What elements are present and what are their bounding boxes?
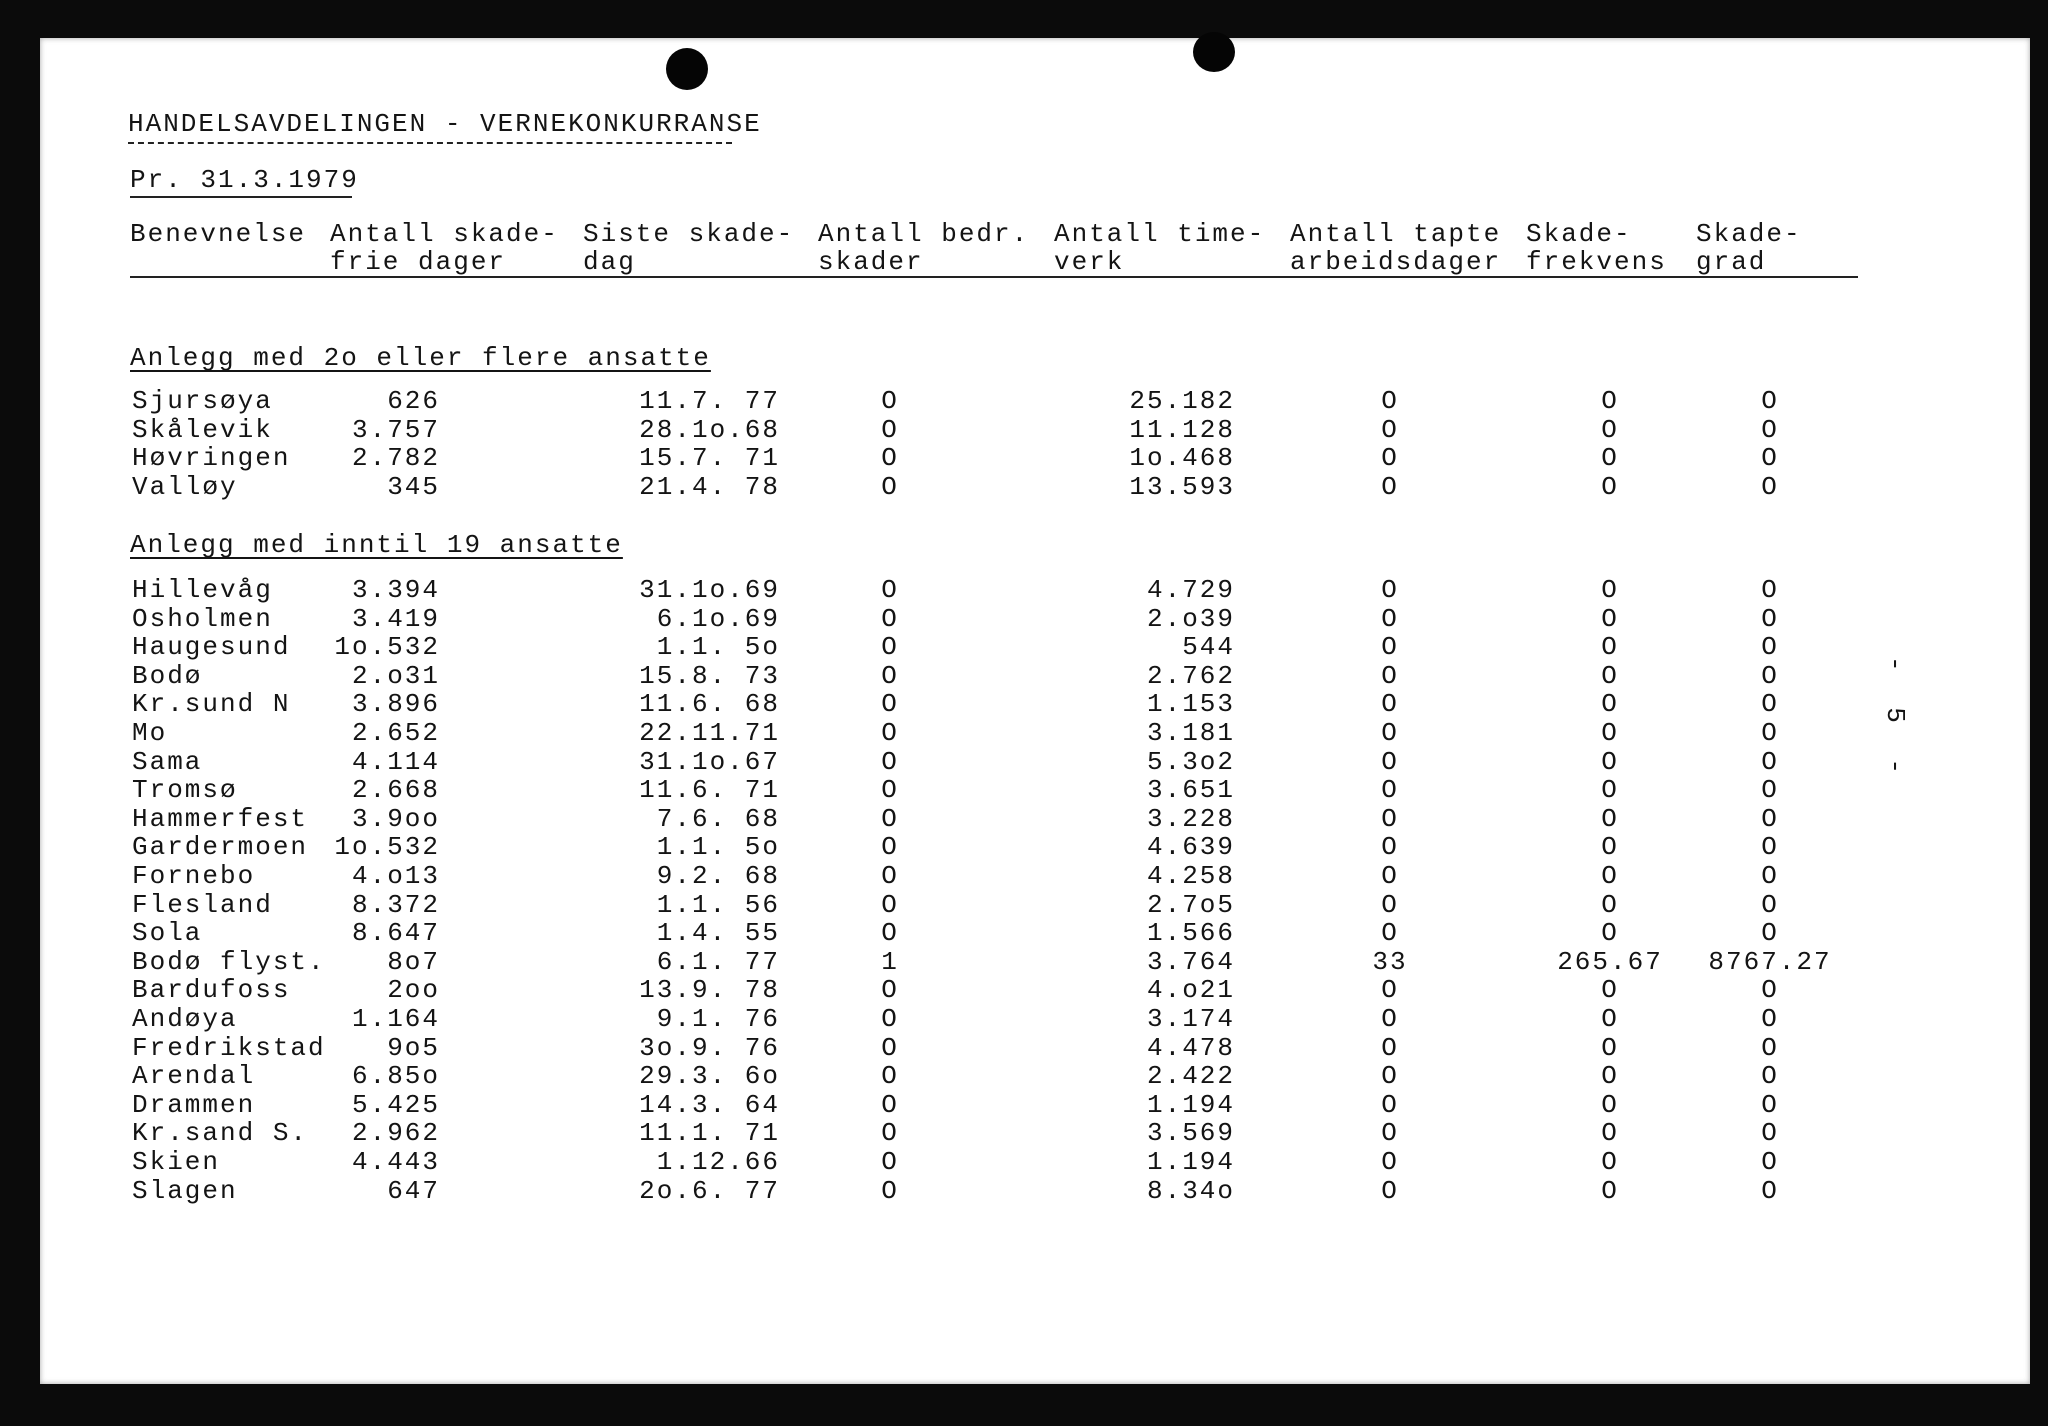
date-line: Pr. 31.3.1979 bbox=[130, 165, 359, 195]
table-row bbox=[40, 662, 2030, 690]
table-row bbox=[40, 444, 2030, 472]
table-cell: 8767.27 bbox=[1708, 946, 1832, 977]
document-page bbox=[40, 38, 2030, 1384]
table-cell: 15.7. 71 bbox=[639, 443, 780, 474]
table-cell: O bbox=[1601, 575, 1619, 605]
table-cell: 8.34o bbox=[1146, 1175, 1235, 1206]
table-cell: Bardufoss bbox=[132, 975, 291, 1006]
table-cell: O bbox=[1381, 1032, 1399, 1063]
table-cell: O bbox=[1381, 575, 1399, 605]
table-cell: 3.651 bbox=[1146, 775, 1235, 806]
table-cell: 345 bbox=[387, 471, 440, 502]
table-cell: 8o7 bbox=[387, 946, 440, 977]
table-cell: O bbox=[881, 660, 899, 691]
table-cell: O bbox=[1761, 975, 1779, 1006]
table-cell: O bbox=[881, 775, 899, 806]
table-cell: O bbox=[1381, 1147, 1399, 1177]
table-cell: O bbox=[881, 803, 899, 834]
table-cell: O bbox=[881, 689, 899, 720]
table-cell: O bbox=[1381, 1089, 1399, 1120]
table-cell: O bbox=[881, 575, 899, 605]
table-cell: O bbox=[881, 718, 899, 748]
table-cell: O bbox=[1761, 603, 1779, 634]
table-cell: 3.757 bbox=[351, 414, 440, 445]
table-cell: 29.3. 6o bbox=[639, 1061, 780, 1092]
table-cell: O bbox=[1761, 889, 1779, 920]
table-cell: O bbox=[1381, 975, 1399, 1006]
table-cell: 4.443 bbox=[351, 1147, 440, 1177]
table-cell: O bbox=[1381, 1061, 1399, 1092]
table-cell: 1.194 bbox=[1146, 1147, 1235, 1177]
table-row bbox=[40, 576, 2030, 604]
table-cell: O bbox=[1601, 861, 1619, 891]
table-cell: 31.1o.67 bbox=[639, 746, 780, 777]
table-cell: O bbox=[1761, 803, 1779, 834]
table-cell: 2.782 bbox=[351, 443, 440, 474]
table-cell: 1.1. 5o bbox=[656, 632, 780, 663]
table-row bbox=[40, 1177, 2030, 1205]
table-cell: Arendal bbox=[132, 1061, 256, 1092]
table-cell: 3o.9. 76 bbox=[639, 1032, 780, 1063]
table-cell: O bbox=[1761, 414, 1779, 445]
table-cell: O bbox=[881, 1147, 899, 1177]
table-cell: O bbox=[881, 603, 899, 634]
table-cell: 28.1o.68 bbox=[639, 414, 780, 445]
table-cell: 626 bbox=[387, 386, 440, 416]
table-cell: 1o.532 bbox=[334, 632, 440, 663]
table-cell: O bbox=[1601, 386, 1619, 416]
table-cell: O bbox=[1381, 603, 1399, 634]
table-cell: O bbox=[881, 414, 899, 445]
table-cell: 11.6. 68 bbox=[639, 689, 780, 720]
table-cell: 1.566 bbox=[1146, 918, 1235, 949]
table-cell: O bbox=[1381, 861, 1399, 891]
table-cell: 4.114 bbox=[351, 746, 440, 777]
title-underline bbox=[128, 142, 732, 144]
table-cell: 8.372 bbox=[351, 889, 440, 920]
table-row bbox=[40, 1005, 2030, 1033]
table-cell: O bbox=[1761, 1061, 1779, 1092]
table-cell: O bbox=[1601, 832, 1619, 863]
table-cell: O bbox=[1601, 689, 1619, 720]
table-cell: O bbox=[1761, 1089, 1779, 1120]
table-cell: Drammen bbox=[132, 1089, 256, 1120]
table-cell: Bodø bbox=[132, 660, 203, 691]
table-cell: 1o.532 bbox=[334, 832, 440, 863]
table-cell: O bbox=[1761, 775, 1779, 806]
table-row bbox=[40, 633, 2030, 661]
header-tapte-arbeidsdager: Antall tapte arbeidsdager bbox=[1290, 219, 1502, 277]
table-cell: O bbox=[1601, 746, 1619, 777]
table-cell: O bbox=[1601, 1004, 1619, 1034]
table-row bbox=[40, 805, 2030, 833]
table-cell: 14.3. 64 bbox=[639, 1089, 780, 1120]
table-cell: Andøya bbox=[132, 1004, 238, 1034]
table-cell: 11.7. 77 bbox=[639, 386, 780, 416]
table-cell: 13.9. 78 bbox=[639, 975, 780, 1006]
table-cell: O bbox=[1381, 660, 1399, 691]
table-cell: 2.762 bbox=[1146, 660, 1235, 691]
table-cell: O bbox=[1381, 386, 1399, 416]
table-cell: O bbox=[881, 632, 899, 663]
table-cell: Mo bbox=[132, 718, 168, 748]
header-timeverk: Antall time- verk bbox=[1054, 219, 1266, 277]
table-cell: O bbox=[1761, 718, 1779, 748]
table-row bbox=[40, 862, 2030, 890]
table-cell: 8.647 bbox=[351, 918, 440, 949]
table-cell: Fredrikstad bbox=[132, 1032, 326, 1063]
table-row bbox=[40, 1119, 2030, 1147]
table-cell: 9o5 bbox=[387, 1032, 440, 1063]
table-cell: Slagen bbox=[132, 1175, 238, 1206]
table-cell: O bbox=[881, 443, 899, 474]
table-cell: O bbox=[1381, 414, 1399, 445]
table-row bbox=[40, 605, 2030, 633]
table-cell: O bbox=[1761, 918, 1779, 949]
table-cell: 3.181 bbox=[1146, 718, 1235, 748]
table-cell: O bbox=[1601, 718, 1619, 748]
table-cell: O bbox=[1381, 443, 1399, 474]
table-cell: O bbox=[1601, 603, 1619, 634]
table-row bbox=[40, 416, 2030, 444]
table-cell: 3.394 bbox=[351, 575, 440, 605]
table-cell: O bbox=[881, 746, 899, 777]
table-cell: O bbox=[1601, 803, 1619, 834]
table-cell: 1.12.66 bbox=[656, 1147, 780, 1177]
table-row bbox=[40, 948, 2030, 976]
table-cell: O bbox=[1381, 889, 1399, 920]
table-cell: O bbox=[1761, 575, 1779, 605]
table-cell: O bbox=[1381, 803, 1399, 834]
table-row bbox=[40, 1062, 2030, 1090]
table-cell: Hillevåg bbox=[132, 575, 273, 605]
header-benevnelse: Benevnelse bbox=[130, 219, 307, 249]
table-cell: 1 bbox=[881, 946, 899, 977]
table-cell: 265.67 bbox=[1557, 946, 1663, 977]
table-row bbox=[40, 1091, 2030, 1119]
table-cell: 4.o13 bbox=[351, 861, 440, 891]
header-skadegrad: Skade- grad bbox=[1696, 219, 1802, 277]
table-cell: O bbox=[881, 1004, 899, 1034]
table-cell: O bbox=[1381, 689, 1399, 720]
table-cell: O bbox=[1601, 1118, 1619, 1149]
table-cell: Skien bbox=[132, 1147, 221, 1177]
table-row bbox=[40, 1034, 2030, 1062]
header-skadefrie-dager: Antall skade- frie dager bbox=[330, 219, 559, 277]
table-cell: 7.6. 68 bbox=[656, 803, 780, 834]
table-row bbox=[40, 719, 2030, 747]
table-row bbox=[40, 473, 2030, 501]
table-cell: 1o.468 bbox=[1129, 443, 1235, 474]
table-cell: O bbox=[881, 471, 899, 502]
table-cell: O bbox=[881, 861, 899, 891]
header-siste-skadedag: Siste skade- dag bbox=[583, 219, 795, 277]
table-cell: O bbox=[1601, 632, 1619, 663]
table-cell: Høvringen bbox=[132, 443, 291, 474]
table-cell: 6.85o bbox=[351, 1061, 440, 1092]
table-cell: 13.593 bbox=[1129, 471, 1235, 502]
table-row bbox=[40, 891, 2030, 919]
table-cell: 5.3o2 bbox=[1146, 746, 1235, 777]
table-row bbox=[40, 387, 2030, 415]
table-cell: Skålevik bbox=[132, 414, 273, 445]
table-cell: O bbox=[1601, 414, 1619, 445]
table-cell: Sama bbox=[132, 746, 203, 777]
table-row bbox=[40, 976, 2030, 1004]
table-cell: O bbox=[1381, 918, 1399, 949]
table-cell: Fornebo bbox=[132, 861, 256, 891]
table-cell: O bbox=[1761, 471, 1779, 502]
header-skadefrekvens: Skade- frekvens bbox=[1526, 219, 1667, 277]
table-cell: O bbox=[881, 1118, 899, 1149]
table-row bbox=[40, 833, 2030, 861]
table-cell: 6.1. 77 bbox=[656, 946, 780, 977]
table-cell: 2.668 bbox=[351, 775, 440, 806]
table-cell: 2.652 bbox=[351, 718, 440, 748]
table-cell: O bbox=[881, 889, 899, 920]
table-cell: Kr.sand S. bbox=[132, 1118, 309, 1149]
table-cell: O bbox=[1601, 1089, 1619, 1120]
section-title: Anlegg med inntil 19 ansatte bbox=[130, 530, 623, 560]
header-bedr-skader: Antall bedr. skader bbox=[818, 219, 1030, 277]
table-cell: O bbox=[881, 918, 899, 949]
table-cell: Bodø flyst. bbox=[132, 946, 326, 977]
table-cell: O bbox=[1601, 1061, 1619, 1092]
table-cell: O bbox=[1761, 443, 1779, 474]
table-cell: 4.258 bbox=[1146, 861, 1235, 891]
table-cell: 3.9oo bbox=[351, 803, 440, 834]
section-title: Anlegg med 2o eller flere ansatte bbox=[130, 343, 711, 373]
table-cell: Kr.sund N bbox=[132, 689, 291, 720]
table-cell: 25.182 bbox=[1129, 386, 1235, 416]
table-cell: O bbox=[1761, 1032, 1779, 1063]
table-cell: Tromsø bbox=[132, 775, 238, 806]
punch-hole bbox=[666, 48, 708, 90]
table-cell: Flesland bbox=[132, 889, 273, 920]
table-cell: 5.425 bbox=[351, 1089, 440, 1120]
table-cell: Sola bbox=[132, 918, 203, 949]
table-cell: 3.764 bbox=[1146, 946, 1235, 977]
table-cell: O bbox=[1601, 471, 1619, 502]
table-cell: O bbox=[1601, 1147, 1619, 1177]
table-cell: 4.478 bbox=[1146, 1032, 1235, 1063]
table-cell: 2.o39 bbox=[1146, 603, 1235, 634]
table-cell: 1.1. 5o bbox=[656, 832, 780, 863]
date-underline bbox=[130, 196, 352, 198]
table-cell: O bbox=[1601, 443, 1619, 474]
table-row bbox=[40, 748, 2030, 776]
table-cell: O bbox=[1381, 471, 1399, 502]
table-cell: O bbox=[1381, 1118, 1399, 1149]
table-cell: Osholmen bbox=[132, 603, 273, 634]
table-cell: 9.2. 68 bbox=[656, 861, 780, 891]
table-cell: O bbox=[1601, 660, 1619, 691]
table-cell: Hammerfest bbox=[132, 803, 309, 834]
table-cell: O bbox=[1761, 1175, 1779, 1206]
table-cell: 21.4. 78 bbox=[639, 471, 780, 502]
table-cell: 22.11.71 bbox=[639, 718, 780, 748]
table-cell: O bbox=[881, 1032, 899, 1063]
table-cell: O bbox=[1381, 1175, 1399, 1206]
table-cell: O bbox=[881, 975, 899, 1006]
header-underline bbox=[130, 276, 1858, 278]
table-cell: O bbox=[1601, 775, 1619, 806]
table-cell: 6.1o.69 bbox=[656, 603, 780, 634]
table-cell: 1.1. 56 bbox=[656, 889, 780, 920]
document-title: HANDELSAVDELINGEN - VERNEKONKURRANSE bbox=[128, 109, 762, 139]
table-cell: O bbox=[1761, 861, 1779, 891]
table-cell: 2.o31 bbox=[351, 660, 440, 691]
table-cell: O bbox=[1761, 386, 1779, 416]
table-cell: O bbox=[1381, 775, 1399, 806]
page-number: - 5 - bbox=[1880, 656, 1910, 785]
table-cell: Sjursøya bbox=[132, 386, 273, 416]
table-cell: O bbox=[881, 832, 899, 863]
table-cell: O bbox=[1761, 689, 1779, 720]
table-cell: 11.128 bbox=[1129, 414, 1235, 445]
table-cell: O bbox=[881, 1089, 899, 1120]
table-cell: 9.1. 76 bbox=[656, 1004, 780, 1034]
punch-hole bbox=[1193, 32, 1235, 72]
table-cell: 647 bbox=[387, 1175, 440, 1206]
table-cell: 2.422 bbox=[1146, 1061, 1235, 1092]
table-cell: O bbox=[1601, 918, 1619, 949]
table-cell: 3.228 bbox=[1146, 803, 1235, 834]
table-row bbox=[40, 690, 2030, 718]
table-cell: O bbox=[881, 1061, 899, 1092]
table-cell: O bbox=[1761, 632, 1779, 663]
table-cell: 3.174 bbox=[1146, 1004, 1235, 1034]
table-cell: 11.6. 71 bbox=[639, 775, 780, 806]
table-cell: 33 bbox=[1372, 946, 1408, 977]
table-cell: 1.4. 55 bbox=[656, 918, 780, 949]
table-cell: 15.8. 73 bbox=[639, 660, 780, 691]
table-cell: O bbox=[1761, 746, 1779, 777]
table-cell: O bbox=[1381, 632, 1399, 663]
table-cell: Gardermoen bbox=[132, 832, 309, 863]
table-cell: Haugesund bbox=[132, 632, 291, 663]
table-cell: O bbox=[881, 386, 899, 416]
table-cell: O bbox=[1761, 832, 1779, 863]
table-cell: 4.o21 bbox=[1146, 975, 1235, 1006]
table-cell: 544 bbox=[1182, 632, 1235, 663]
table-cell: 2o.6. 77 bbox=[639, 1175, 780, 1206]
table-cell: O bbox=[1761, 1147, 1779, 1177]
table-cell: O bbox=[1381, 718, 1399, 748]
table-cell: O bbox=[1761, 660, 1779, 691]
table-cell: 3.896 bbox=[351, 689, 440, 720]
table-cell: 3.419 bbox=[351, 603, 440, 634]
table-cell: O bbox=[1601, 975, 1619, 1006]
table-cell: O bbox=[1381, 1004, 1399, 1034]
table-cell: 2oo bbox=[387, 975, 440, 1006]
table-row bbox=[40, 776, 2030, 804]
table-cell: 2.962 bbox=[351, 1118, 440, 1149]
table-cell: 2.7o5 bbox=[1146, 889, 1235, 920]
table-cell: 11.1. 71 bbox=[639, 1118, 780, 1149]
table-cell: O bbox=[1761, 1004, 1779, 1034]
table-cell: 1.153 bbox=[1146, 689, 1235, 720]
table-cell: O bbox=[1601, 889, 1619, 920]
table-cell: 1.164 bbox=[351, 1004, 440, 1034]
table-cell: 1.194 bbox=[1146, 1089, 1235, 1120]
table-cell: O bbox=[881, 1175, 899, 1206]
table-cell: 31.1o.69 bbox=[639, 575, 780, 605]
table-cell: 3.569 bbox=[1146, 1118, 1235, 1149]
table-row bbox=[40, 919, 2030, 947]
table-cell: 4.639 bbox=[1146, 832, 1235, 863]
table-cell: O bbox=[1761, 1118, 1779, 1149]
table-cell: Valløy bbox=[132, 471, 238, 502]
table-cell: O bbox=[1381, 832, 1399, 863]
table-cell: O bbox=[1601, 1032, 1619, 1063]
table-row bbox=[40, 1148, 2030, 1176]
table-cell: 4.729 bbox=[1146, 575, 1235, 605]
table-cell: O bbox=[1601, 1175, 1619, 1206]
table-cell: O bbox=[1381, 746, 1399, 777]
